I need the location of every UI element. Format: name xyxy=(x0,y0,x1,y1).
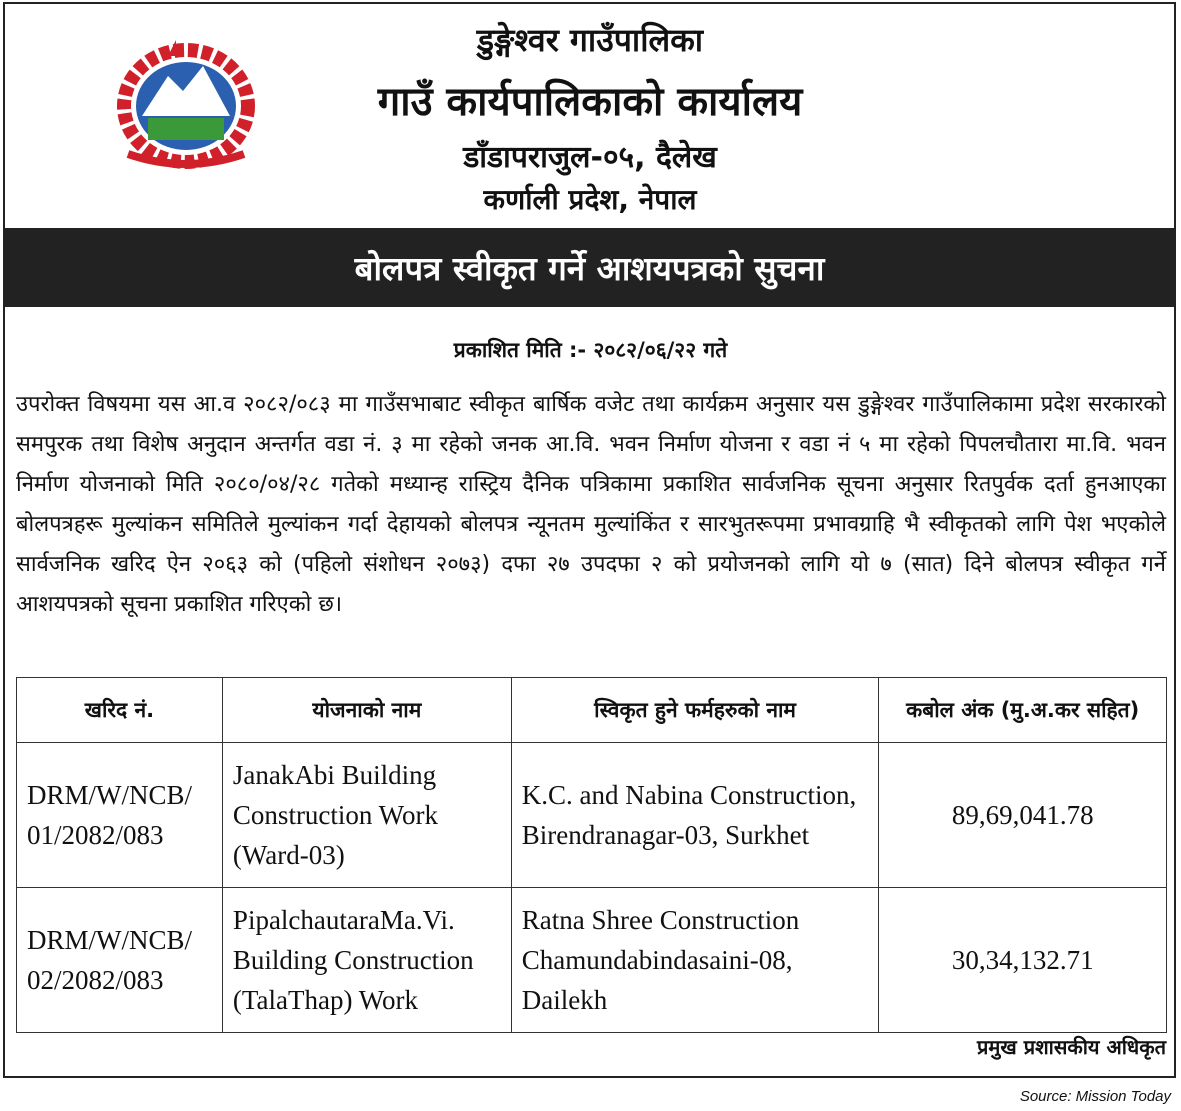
purchase-no: DRM/W/NCB/ 01/2082/083 xyxy=(17,743,223,888)
col-header-firm-name: स्विकृत हुने फर्महरुको नाम xyxy=(511,678,879,743)
bid-amount: 89,69,041.78 xyxy=(879,743,1167,888)
published-date: प्रकाशित मिति :- २०८२/०६/२२ गते xyxy=(453,338,728,362)
col-header-purchase-no: खरिद नं. xyxy=(17,678,223,743)
col-header-project-name: योजनाको नाम xyxy=(222,678,511,743)
col-header-bid-amount: कबोल अंक (मु.अ.कर सहित) xyxy=(879,678,1167,743)
table-header-row xyxy=(17,678,1167,743)
bid-amount: 30,34,132.71 xyxy=(879,888,1167,1033)
firm-name: K.C. and Nabina Construction, Birendranagar-03, Surkhet xyxy=(511,743,879,888)
municipality-name: डुङ्गेश्वर गाउँपालिका xyxy=(476,21,704,59)
table-row xyxy=(17,743,1167,888)
notice-title: बोलपत्र स्वीकृत गर्ने आशयपत्रको सुचना xyxy=(354,249,825,288)
notice-title-bar xyxy=(3,228,1176,307)
bid-table xyxy=(16,677,1167,1033)
table-row xyxy=(17,888,1167,1033)
source-credit: Source: Mission Today xyxy=(1019,1088,1171,1105)
purchase-no: DRM/W/NCB/ 02/2082/083 xyxy=(17,888,223,1033)
office-address: डाँडापराजुल-०५, दैलेख xyxy=(463,140,717,175)
province: कर्णाली प्रदेश, नेपाल xyxy=(483,183,697,216)
office-name: गाउँ कार्यपालिकाको कार्यालय xyxy=(377,79,803,125)
notice-body: उपरोक्त विषयमा यस आ.व २०८२/०८३ मा गाउँसभाबाट स्वीकृत बार्षिक वजेट तथा कार्यक्रम अनुसार यस डुङ्गेश्वर गाउँपालिकामा प्रदेश सरकारको समपुरक तथा विशेष अनुदान अन्तर्गत वडा नं. ३ मा रहेको जनक आ.वि. भवन निर्माण योजना र वडा नं ५ मा रहेको पिपलचौतारा मा.वि. भवन निर्माण योजनाको मिति २०८०/०४/२८ गतेको मध्यान्ह रास्ट्रिय दैनिक पत्रिकामा प्रकाशित सार्वजनिक सूचना अनुसार रितपुर्वक दर्ता हुनआएका बोलपत्रहरू मुल्यांकन समितिले मुल्यांकन गर्दा देहायको बोलपत्र न्यूनतम मुल्यांकिंत र सारभुतरूपमा प्रभावग्राहि भै स्वीकृतको लागि पेश भएकोले सार्वजनिक खरिद ऐन २०६३ को (पहिलो संशोधन २०७३) दफा २७ उपदफा २ को प्रयोजनको लागि यो ७ (सात) दिने बोलपत्र स्वीकृत गर्ने आशयपत्रको सूचना प्रकाशित गरिएको छ। xyxy=(16,392,1166,617)
project-name: PipalchautaraMa.Vi. Building Construction (TalaThap) Work xyxy=(222,888,511,1033)
firm-name: Ratna Shree Construction Chamundabindasaini-08, Dailekh xyxy=(511,888,879,1033)
signatory-title: प्रमुख प्रशासकीय अधिकृत xyxy=(977,1035,1166,1059)
project-name: JanakAbi Building Construction Work (Ward-03) xyxy=(222,743,511,888)
